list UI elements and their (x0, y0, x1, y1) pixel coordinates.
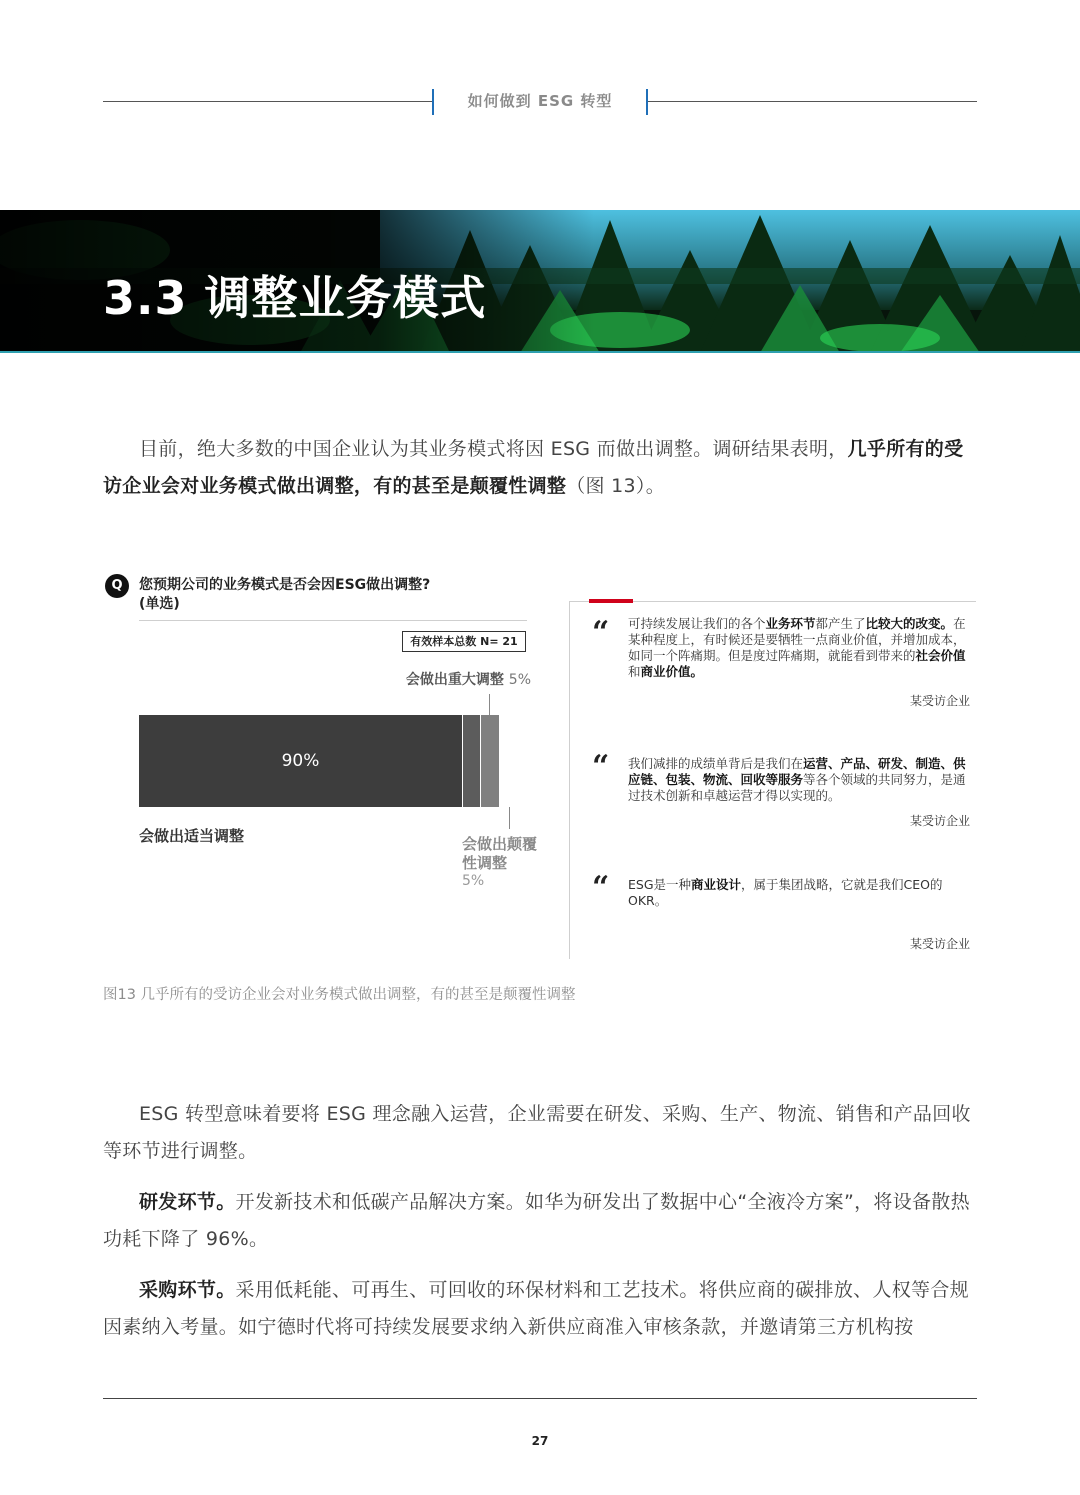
section-title: 3.3 调整业务模式 (103, 271, 487, 325)
major-leader-line (489, 694, 490, 715)
quote-1-source: 某受访企业 (909, 694, 970, 708)
disruptive-adjust-pct: 5% (462, 873, 485, 889)
body-p3-text: 采用低耗能、可再生、可回收的环保材料和工艺技术。将供应商的碳排放、人权等合规因素纳入考量。如宁德时代将可持续发展要求纳入新供应商准入审核条款，并邀请第三方机构按 (103, 1279, 969, 1338)
body-paragraph-2 (103, 1184, 977, 1258)
quote-mark-icon: “ (592, 749, 610, 784)
footer-rule (103, 1398, 977, 1399)
quote-mark-icon: “ (592, 615, 610, 650)
header-rule-left (103, 101, 433, 102)
survey-question (139, 576, 519, 614)
running-header-title: 如何做到 ESG 转型 (467, 92, 613, 110)
intro-paragraph (103, 431, 977, 505)
sample-size-badge: 有效样本总数 N= 21 (402, 631, 526, 652)
page-number: 27 (531, 1434, 549, 1448)
quote-2-bold-a: 运营、产品、研发、制造、供应链、包装、物流、回收等服务 (628, 756, 966, 787)
disruptive-label-line-1: 会做出颠覆 (462, 835, 538, 853)
body-paragraph-3 (103, 1272, 977, 1346)
quote-1-text-b: 都产生了 (815, 616, 866, 631)
header-rule-right (648, 101, 977, 102)
appropriate-adjust-label: 会做出适当调整 (139, 827, 245, 845)
quote-panel-border-left (569, 601, 570, 959)
question-icon: Q (105, 574, 129, 598)
bar-segment-appropriate (139, 715, 462, 807)
quote-1-bold-b: 比较大的改变。 (865, 616, 954, 631)
quote-panel-accent (589, 599, 633, 603)
body-paragraph-1 (103, 1096, 977, 1170)
header-tick-left (432, 89, 434, 115)
quote-1-text-d: 和 (628, 664, 641, 679)
disruptive-label-line-2: 性调整 (462, 854, 508, 872)
bar-segment-disruptive (481, 715, 499, 807)
quote-3-text-a: ESG是一种 (628, 877, 692, 892)
question-line-2: (单选) (139, 596, 180, 612)
quote-1-text-c: 在某种程度上，有时候还是要牺牲一点商业价值，并增加成本，如同一个阵痛期。但是度过阵痛期，就能看到带来的 (628, 616, 966, 663)
bar-segment-major (463, 715, 480, 807)
intro-text-2: （图 13）。 (566, 475, 666, 497)
intro-text-1: 目前，绝大多数的中国企业认为其业务模式将因 ESG 而做出调整。调研结果表明， (139, 438, 848, 460)
quote-1-bold-a: 业务环节 (765, 616, 816, 631)
figure-caption: 图13 几乎所有的受访企业会对业务模式做出调整，有的甚至是颠覆性调整 (103, 987, 576, 1003)
disruptive-adjust-label (462, 835, 552, 873)
quote-2-source: 某受访企业 (909, 814, 970, 828)
intro-bold-2: 受访企业会对业务模式做出调整，有的甚至是颠覆性调整 (103, 438, 964, 497)
question-divider (139, 620, 527, 621)
major-adjust-name: 会做出重大调整 (405, 672, 504, 688)
intro-bold-1: 几乎所有的 (847, 438, 945, 460)
question-line-1: 您预期公司的业务模式是否会因ESG做出调整? (139, 577, 431, 593)
quote-mark-icon: “ (592, 870, 610, 905)
quote-2 (628, 756, 976, 804)
quote-3-text-b: ，属于集团战略，它就是我们CEO的OKR。 (628, 877, 943, 908)
quote-3-bold-a: 商业设计 (691, 877, 742, 892)
disruptive-leader-line (509, 807, 510, 829)
quote-1-bold-d: 商业价值。 (640, 664, 704, 679)
quote-1-bold-c: 社会价值 (915, 648, 966, 663)
quote-1-text-a: 可持续发展让我们的各个 (628, 616, 766, 631)
quote-3 (628, 877, 976, 909)
major-adjust-label (340, 669, 531, 689)
quote-1 (628, 616, 976, 680)
bar-label-appropriate: 90% (281, 751, 320, 771)
body-p3-heading: 采购环节。 (139, 1279, 236, 1301)
header-tick-right (646, 89, 648, 115)
body-p2-heading: 研发环节。 (139, 1191, 236, 1213)
body-p2-text: 开发新技术和低碳产品解决方案。如华为研发出了数据中心“全液冷方案”，将设备散热功耗下降了 96%。 (103, 1191, 970, 1250)
quote-2-text-b: 等各个领域的共同努力，是通过技术创新和卓越运营才得以实现的。 (628, 772, 966, 803)
quote-2-text-a: 我们减排的成绩单背后是我们在 (628, 756, 804, 771)
quote-3-source: 某受访企业 (909, 937, 970, 951)
body-p1-text: ESG 转型意味着要将 ESG 理念融入运营，企业需要在研发、采购、生产、物流、销售和产品回收等环节进行调整。 (103, 1103, 971, 1162)
major-adjust-pct: 5% (508, 672, 531, 688)
